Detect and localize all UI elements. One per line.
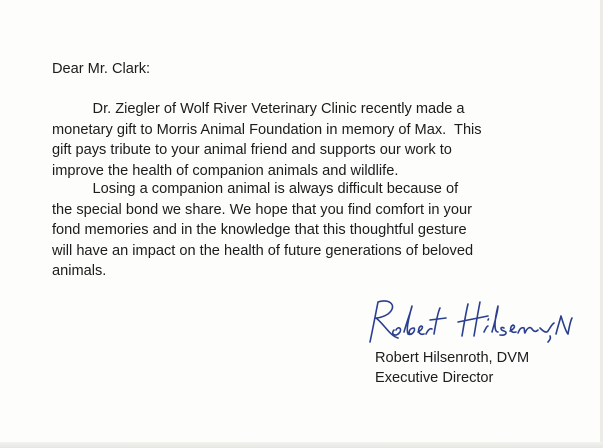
paragraph-line: monetary gift to Morris Animal Foundation in memory of Max. This	[52, 121, 482, 138]
paragraph-line: Dr. Ziegler of Wolf River Veterinary Clinic recently made a	[52, 101, 465, 117]
paragraph-line: will have an impact on the health of future generations of beloved	[52, 242, 474, 259]
paragraph-line: fond memories and in the knowledge that this thoughtful gesture	[52, 222, 467, 238]
paragraph-line: animals.	[52, 263, 107, 279]
paragraph-line: improve the health of companion animals and wildlife.	[52, 162, 399, 179]
paragraph-line: gift pays tribute to your animal friend and supports our work to	[52, 142, 452, 158]
paragraph-gift-notice	[52, 99, 482, 181]
signer-title: Executive Director	[375, 370, 494, 386]
handwritten-signature	[364, 298, 574, 348]
salutation: Dear Mr. Clark:	[52, 61, 151, 77]
signer-block	[375, 348, 529, 388]
paragraph-line: Losing a companion animal is always difficult because of	[52, 181, 459, 197]
paragraph-condolence	[52, 179, 473, 282]
paragraph-line: the special bond we share. We hope that you find comfort in your	[52, 201, 472, 218]
signer-name: Robert Hilsenroth, DVM	[375, 350, 530, 366]
